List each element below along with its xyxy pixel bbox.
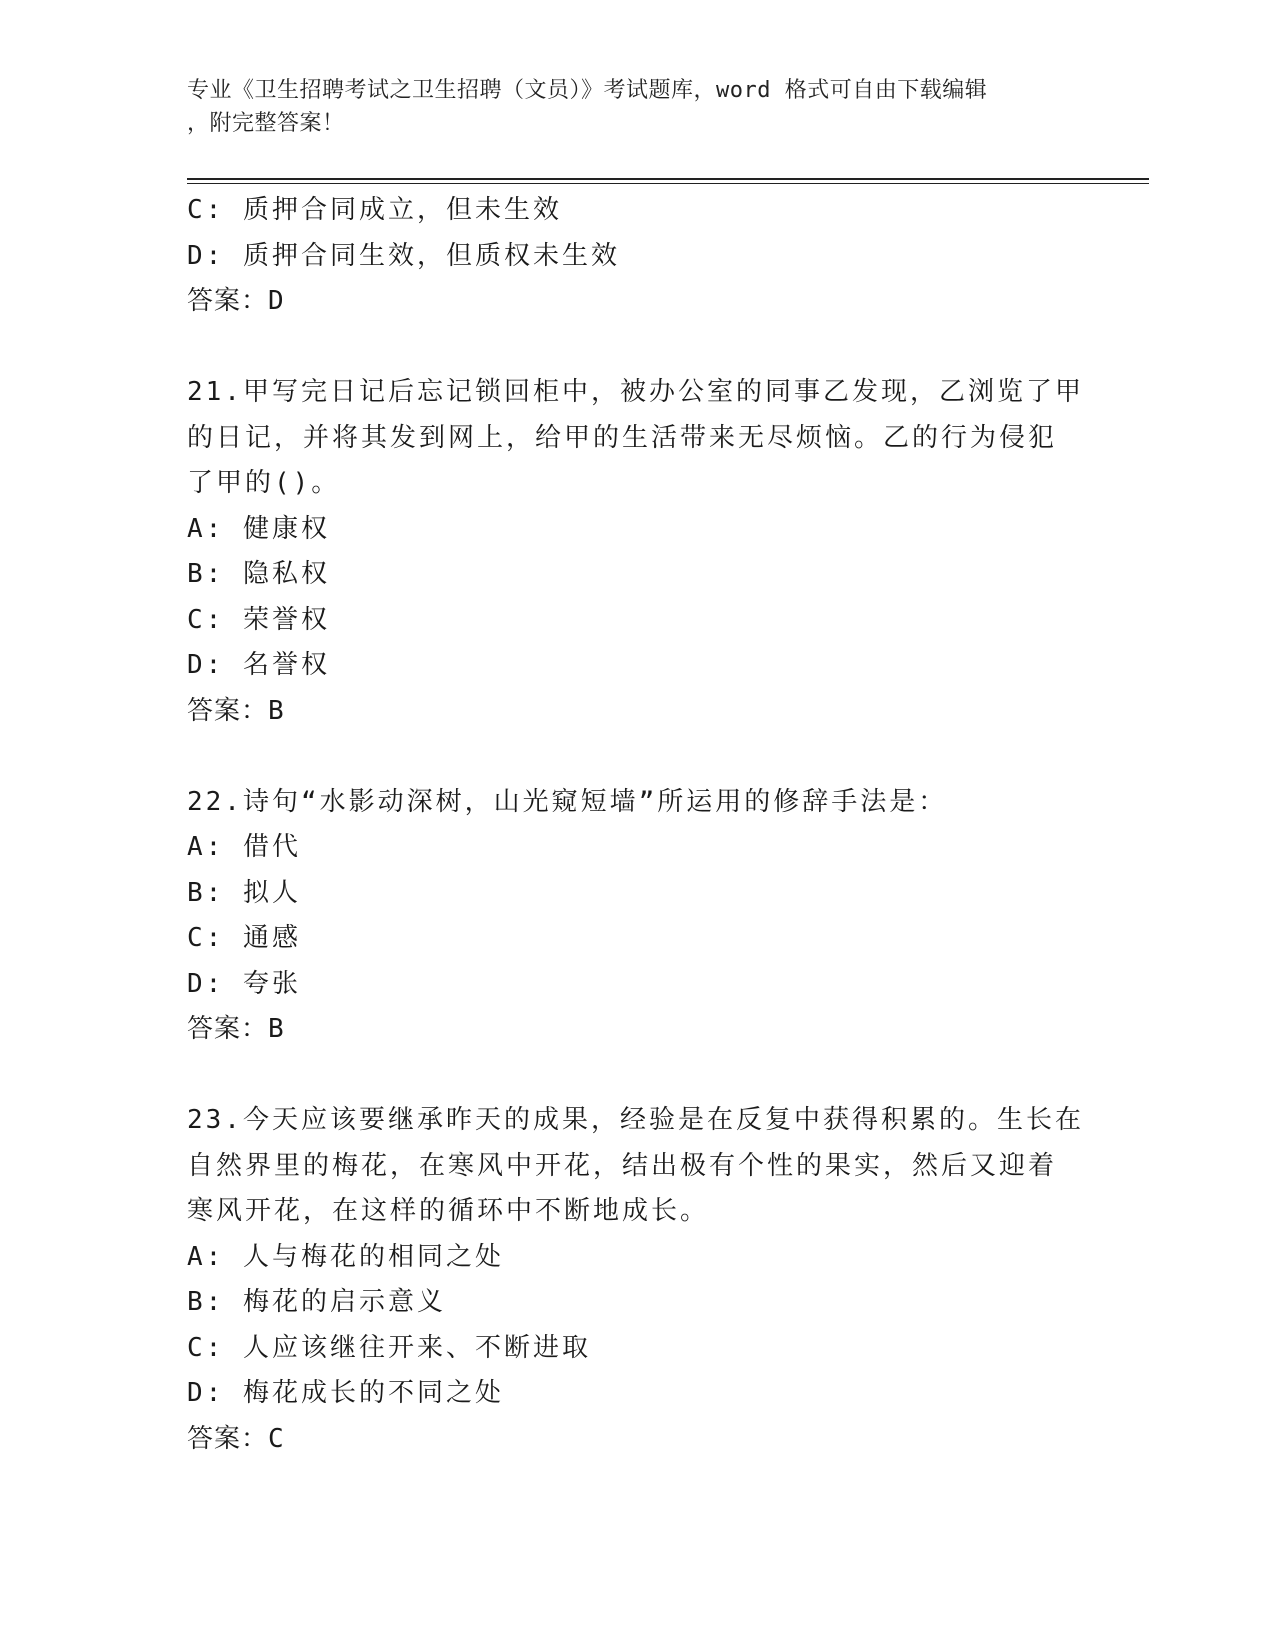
option-c: C: 质押合同成立，但未生效 (187, 195, 562, 225)
option-b: B: 隐私权 (187, 559, 330, 589)
question-stem-line: 21.甲写完日记后忘记锁回柜中，被办公室的同事乙发现，乙浏览了甲 (187, 377, 1084, 407)
question-content (187, 188, 1087, 1462)
question-block-prev (187, 188, 1087, 325)
question-block-21 (187, 370, 1087, 734)
option-d: D: 夸张 (187, 968, 301, 999)
spacer (187, 734, 1087, 780)
question-stem-line: 的日记，并将其发到网上，给甲的生活带来无尽烦恼。乙的行为侵犯 (187, 422, 1058, 453)
answer: 答案：C (187, 1423, 285, 1454)
question-block-22 (187, 780, 1087, 1053)
option-a: A: 借代 (187, 832, 301, 862)
option-a: A: 人与梅花的相同之处 (187, 1241, 504, 1272)
option-d: D: 名誉权 (187, 650, 330, 680)
spacer (187, 1053, 1087, 1099)
option-c: C: 人应该继往开来、不断进取 (187, 1332, 591, 1363)
spacer (187, 325, 1087, 371)
question-block-23 (187, 1098, 1087, 1462)
header-divider-thin (187, 183, 1149, 184)
option-a: A: 健康权 (187, 513, 330, 544)
option-b: B: 梅花的启示意义 (187, 1287, 446, 1317)
answer: 答案：B (187, 1014, 285, 1044)
question-stem-line: 自然界里的梅花，在寒风中开花，结出极有个性的果实，然后又迎着 (187, 1150, 1058, 1181)
option-b: B: 拟人 (187, 877, 301, 908)
option-d: D: 质押合同生效，但质权未生效 (187, 240, 620, 271)
answer: 答案：D (187, 286, 285, 316)
header-divider-thick (187, 178, 1149, 180)
option-c: C: 通感 (187, 923, 301, 953)
answer: 答案：B (187, 695, 285, 726)
question-stem-line: 23.今天应该要继承昨天的成果，经验是在反复中获得积累的。生长在 (187, 1105, 1084, 1135)
header-line-2: ，附完整答案！ (187, 111, 345, 136)
question-stem-line: 寒风开花，在这样的循环中不断地成长。 (187, 1196, 710, 1226)
page-header (187, 74, 1087, 140)
question-stem-line: 了甲的()。 (187, 468, 341, 498)
option-c: C: 荣誉权 (187, 604, 330, 635)
header-line-1: 专业《卫生招聘考试之卫生招聘（文员）》考试题库，word 格式可自由下载编辑 (187, 78, 988, 103)
question-stem-line: 22.诗句“水影动深树，山光窥短墙”所运用的修辞手法是： (187, 786, 948, 817)
option-d: D: 梅花成长的不同之处 (187, 1378, 504, 1408)
